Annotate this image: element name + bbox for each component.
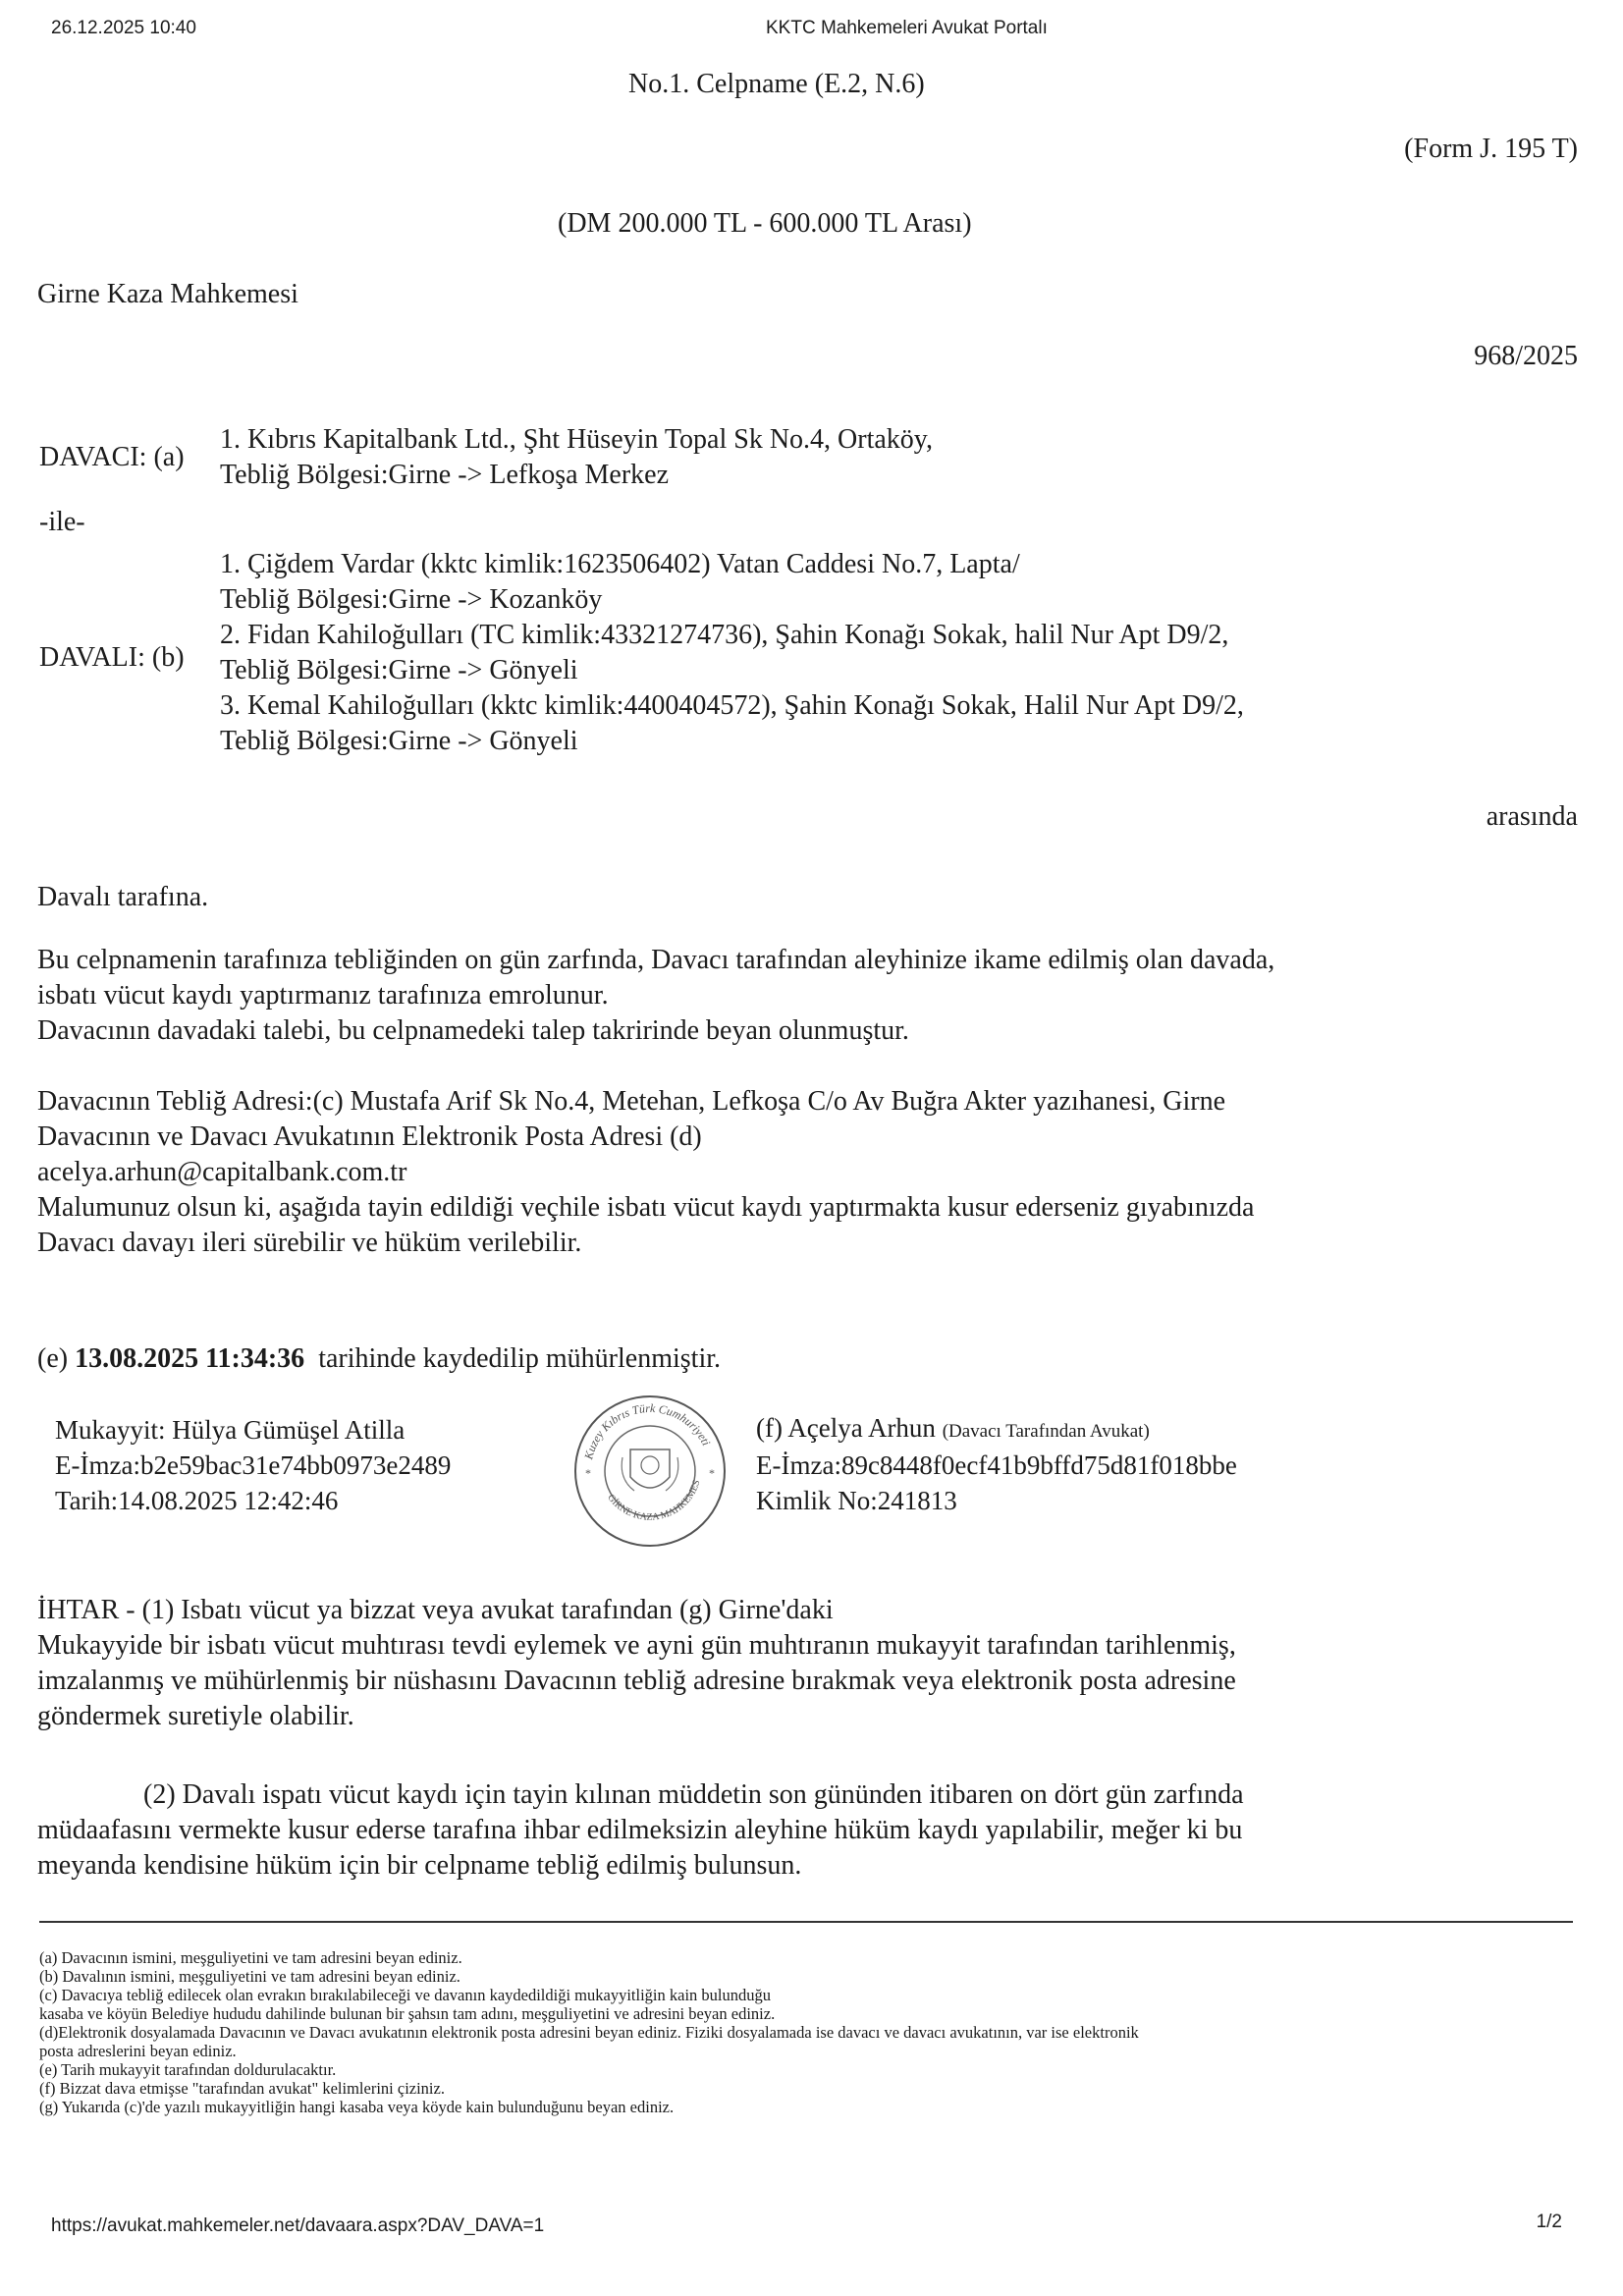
court-seal-icon: [571, 1393, 729, 1550]
warning1-line-4: göndermek suretiyle olabilir.: [37, 1701, 354, 1731]
registrar-date: Tarih:14.08.2025 12:42:46: [55, 1486, 339, 1515]
court-name: Girne Kaza Mahkemesi: [37, 279, 298, 309]
registrar-name: Mukayyit: Hülya Gümüşel Atilla: [55, 1415, 406, 1445]
warning1-line-2: Mukayyide bir isbatı vücut muhtırası tevdi eylemek ve ayni gün muhtıranın mukayyit tarafından tarihlenmiş,: [37, 1630, 1236, 1661]
warning1-line-1: İHTAR - (1) Isbatı vücut ya bizzat veya avukat tarafından (g) Girne'daki: [37, 1595, 834, 1625]
plaintiff-line-1: 1. Kıbrıs Kapitalbank Ltd., Şht Hüseyin Topal Sk No.4, Ortaköy,: [220, 424, 933, 455]
reg-suffix: tarihinde kaydedilip mühürlenmiştir.: [318, 1343, 722, 1374]
footnote-e: (e) Tarih mukayyit tarafından doldurulacaktır.: [39, 2060, 337, 2079]
footnote-c1: (c) Davacıya tebliğ edilecek olan evrakın bırakılabileceği ve davanın kaydedildiği mukayyitliğin kain bulunduğu: [39, 1986, 772, 2004]
email-label: Davacının ve Davacı Avukatının Elektronik Posta Adresi (d): [37, 1121, 702, 1152]
page-url: https://avukat.mahkemeler.net/davaara.aspx?DAV_DAVA=1: [51, 2215, 545, 2236]
footnote-d1: (d)Elektronik dosyalamada Davacının ve Davacı avukatının elektronik posta adresini beyan ediniz. Fiziki dosyalamada ise davacı ve davacı avukatının, var ise elektronik: [39, 2023, 1139, 2042]
reg-date: 13.08.2025 11:34:36: [75, 1343, 305, 1374]
ile-separator: -ile-: [39, 507, 85, 537]
warning2-line-2: müdaafasını vermekte kusur ederse tarafına ihbar edilmeksizin aleyhine hüküm kaydı yapılabilir, meğer ki bu: [37, 1815, 1243, 1845]
warning1-line-3: imzalanmış ve mühürlenmiş bir nüshasını Davacının tebliğ adresine bırakmak veya elektronik posta adresine: [37, 1666, 1236, 1696]
lawyer-name: (f) Açelya Arhun: [756, 1413, 936, 1443]
portal-title: KKTC Mahkemeleri Avukat Portalı: [766, 18, 1048, 38]
defendant-line-2: Tebliğ Bölgesi:Girne -> Kozanköy: [220, 584, 603, 615]
footnote-b: (b) Davalının ismini, meşguliyetini ve tam adresini beyan ediniz.: [39, 1967, 460, 1986]
footnote-divider: [39, 1921, 1573, 1923]
warning2-line-1: (2) Davalı ispatı vücut kaydı için tayin kılınan müddetin son gününden itibaren on dört gün zarfında: [143, 1779, 1244, 1810]
to-defendant: Davalı tarafına.: [37, 882, 209, 912]
para2-line-5: Davacı davayı ileri sürebilir ve hüküm verilebilir.: [37, 1228, 582, 1258]
plaintiff-service-address: Davacının Tebliğ Adresi:(c) Mustafa Arif Sk No.4, Metehan, Lefkoşa C/o Av Buğra Akter yazıhanesi, Girne: [37, 1086, 1226, 1117]
footnote-a: (a) Davacının ismini, meşguliyetini ve tam adresini beyan ediniz.: [39, 1948, 462, 1967]
reg-prefix: (e): [37, 1343, 69, 1374]
para1-line-3: Davacının davadaki talebi, bu celpnamedeki talep takririnde beyan olunmuştur.: [37, 1015, 909, 1046]
svg-text:Kuzey Kıbrıs Türk Cumhuriyeti: Kuzey Kıbrıs Türk Cumhuriyeti: [581, 1400, 714, 1461]
lawyer-line: [756, 1410, 1150, 1449]
para1-line-1: Bu celpnamenin tarafınıza tebliğinden on gün zarfında, Davacı tarafından aleyhinize ikame edilmiş olan davada,: [37, 945, 1275, 975]
footnote-g: (g) Yukarıda (c)'de yazılı mukayyitliğin hangi kasaba veya köyde kain bulunduğunu beyan ediniz.: [39, 2098, 675, 2116]
registration-line: [37, 1341, 721, 1377]
amount-range: (DM 200.000 TL - 600.000 TL Arası): [558, 208, 972, 239]
para2-line-4: Malumunuz olsun ki, aşağıda tayin edildiği veçhile isbatı vücut kaydı yaptırmakta kusur ederseniz gıyabınızda: [37, 1192, 1255, 1223]
case-number: 968/2025: [1474, 341, 1578, 371]
plaintiff-label: DAVACI: (a): [39, 442, 185, 472]
footnote-f: (f) Bizzat dava etmişse "tarafından avukat" kelimlerini çiziniz.: [39, 2079, 445, 2098]
print-timestamp: 26.12.2025 10:40: [51, 18, 196, 38]
defendant-line-4: Tebliğ Bölgesi:Girne -> Gönyeli: [220, 655, 578, 685]
registrar-signature: E-İmza:b2e59bac31e74bb0973e2489: [55, 1450, 452, 1480]
para1-line-2: isbatı vücut kaydı yaptırmanız tarafınıza emrolunur.: [37, 980, 609, 1011]
defendant-label: DAVALI: (b): [39, 642, 185, 673]
footnote-c2: kasaba ve köyün Belediye hududu dahilinde bulunan bir şahsın tam adını, meşguliyetini ve adresini beyan ediniz.: [39, 2004, 776, 2023]
warning2-line-3: meyanda kendisine hüküm için bir celpname tebliğ edilmiş bulunsun.: [37, 1850, 802, 1881]
footnote-d2: posta adreslerini beyan ediniz.: [39, 2042, 237, 2060]
plaintiff-line-2: Tebliğ Bölgesi:Girne -> Lefkoşa Merkez: [220, 460, 670, 490]
svg-text:GİRNE KAZA MAHKEMESİ: GİRNE KAZA MAHKEMES: [605, 1478, 703, 1523]
defendant-line-1: 1. Çiğdem Vardar (kktc kimlik:1623506402) Vatan Caddesi No.7, Lapta/: [220, 549, 1020, 579]
svg-text:*: *: [585, 1466, 591, 1480]
defendant-line-3: 2. Fidan Kahiloğulları (TC kimlik:43321274736), Şahin Konağı Sokak, halil Nur Apt D9/2,: [220, 620, 1229, 650]
defendant-line-5: 3. Kemal Kahiloğulları (kktc kimlik:4400404572), Şahin Konağı Sokak, Halil Nur Apt D9/2,: [220, 690, 1244, 721]
lawyer-id: Kimlik No:241813: [756, 1486, 957, 1515]
form-number: (Form J. 195 T): [1404, 134, 1578, 164]
lawyer-signature: E-İmza:89c8448f0ecf41b9bffd75d81f018bbe: [756, 1450, 1237, 1480]
svg-text:*: *: [709, 1466, 715, 1480]
document-title: No.1. Celpname (E.2, N.6): [628, 69, 925, 99]
between-label: arasında: [1486, 801, 1578, 832]
email-address: acelya.arhun@capitalbank.com.tr: [37, 1157, 407, 1187]
lawyer-role: (Davacı Tarafından Avukat): [942, 1421, 1150, 1442]
page-number: 1/2: [1536, 2212, 1562, 2232]
defendant-line-6: Tebliğ Bölgesi:Girne -> Gönyeli: [220, 726, 578, 756]
